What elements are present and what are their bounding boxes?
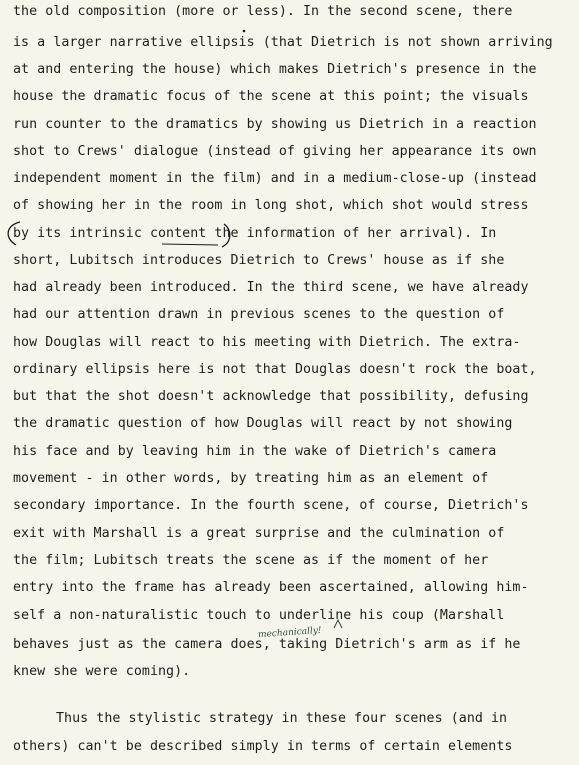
text-line-7: independent moment in the film) and in a medium-close-up (instead xyxy=(13,171,537,186)
text-line-2: is a larger narrative ellipsis (that Dietrich is not shown arriving xyxy=(13,35,553,50)
text-line-21: the film; Lubitsch treats the scene as if the moment of her xyxy=(13,553,489,568)
text-line-12: had our attention drawn in previous scenes to the question of xyxy=(13,307,505,322)
text-line-15: but that the shot doesn't acknowledge that possibility, defusing xyxy=(13,389,529,404)
text-line-17: his face and by leaving him in the wake of Dietrich's camera xyxy=(13,444,497,459)
text-line-13: how Douglas will react to his meeting with Dietrich. The extra- xyxy=(13,335,521,350)
text-line-3: at and entering the house) which makes Dietrich's presence in the xyxy=(13,62,537,77)
text-line-11: had already been introduced. In the third scene, we have already xyxy=(13,280,529,295)
text-line-25: knew she were coming). xyxy=(13,664,191,679)
underline-content-mark xyxy=(162,244,218,245)
text-line-5: run counter to the dramatics by showing us Dietrich in a reaction xyxy=(13,117,537,132)
handwritten-note: mechanically! xyxy=(257,625,322,641)
paragraph2-line-1: Thus the stylistic strategy in these four scenes (and in xyxy=(56,711,508,726)
text-line-24: behaves just as the camera does, taking Dietrich's arm as if he xyxy=(13,637,521,652)
paragraph2-line-2: others) can't be described simply in terms of certain elements xyxy=(13,739,513,754)
text-line-22: entry into the frame has already been ascertained, allowing him- xyxy=(13,580,529,595)
text-line-1: the old composition (more or less). In the second scene, there xyxy=(13,4,513,19)
text-line-10: short, Lubitsch introduces Dietrich to Crews' house as if she xyxy=(13,253,505,268)
stray-pen-dot xyxy=(243,30,246,33)
text-line-9: by its intrinsic content the information of her arrival). In xyxy=(13,226,497,241)
text-line-8: of showing her in the room in long shot, which shot would stress xyxy=(13,198,529,213)
text-line-19: secondary importance. In the fourth scene, of course, Dietrich's xyxy=(13,498,529,513)
text-line-23: self a non-naturalistic touch to underline his coup (Marshall xyxy=(13,608,505,623)
text-line-14: ordinary ellipsis here is not that Douglas doesn't rock the boat, xyxy=(13,362,537,377)
text-line-4: house the dramatic focus of the scene at this point; the visuals xyxy=(13,89,529,104)
text-line-16: the dramatic question of how Douglas will react by not showing xyxy=(13,416,513,431)
text-line-20: exit with Marshall is a great surprise and the culmination of xyxy=(13,526,505,541)
text-line-18: movement - in other words, by treating him as an element of xyxy=(13,471,489,486)
text-line-6: shot to Crews' dialogue (instead of giving her appearance its own xyxy=(13,144,537,159)
